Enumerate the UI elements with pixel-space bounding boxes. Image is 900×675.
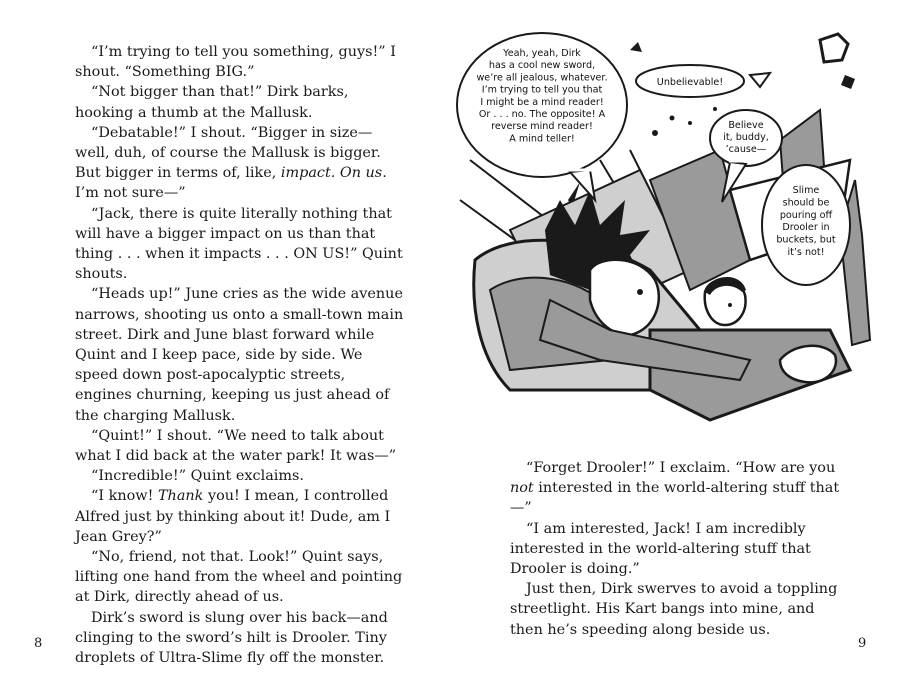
page-number-right: 9	[858, 636, 867, 651]
paragraph	[75, 486, 405, 547]
paragraph	[75, 204, 405, 285]
italic-text: not	[510, 480, 534, 497]
bubble-line: pouring off	[779, 209, 833, 221]
bubble-line: it, buddy,	[723, 132, 769, 143]
page-number-left: 8	[34, 636, 43, 651]
right-text-column	[510, 458, 850, 640]
bubble-line: Yeah, yeah, Dirk	[503, 48, 581, 59]
text-run: “Heads up!” June cries as the wide avenue narrows, shooting us onto a small-town main street. Dirk and June blast forward while Quint and I keep pace, side by side. We speed down post-apocalyptic streets, engines churning, keeping us just ahead of the charging Mallusk.	[75, 286, 404, 424]
text-run: interested in the world-altering stuff that—”	[510, 480, 840, 517]
paragraph	[75, 123, 405, 204]
paragraph	[75, 284, 405, 425]
bubble-line: we’re all jealous, whatever.	[476, 72, 608, 84]
text-run: “Not bigger than that!” Dirk barks, hooking a thumb at the Mallusk.	[75, 84, 349, 121]
text-run: “Debatable!” I shout. “Bigger in size—well, duh, of course the Mallusk is bigger. But bigger in terms of, like,	[75, 124, 381, 182]
gripping-hand	[780, 346, 836, 383]
bubble-line: I’m trying to tell you that	[481, 84, 603, 96]
bubble-line: A mind teller!	[509, 133, 575, 145]
text-run: “Quint!” I shout. “We need to talk about what I did back at the water park! It was—”	[75, 427, 397, 465]
text-run: Dirk’s sword is slung over his back—and clinging to the sword’s hilt is Drooler. Tiny droplets of Ultra-Slime fly off the monster.	[75, 609, 388, 667]
speech-bubble-slime	[762, 165, 850, 285]
paragraph	[75, 426, 405, 466]
bubble-line: I might be a mind reader!	[480, 96, 604, 108]
speech-bubble-jack	[457, 33, 627, 200]
bubble-line: has a cool new sword,	[488, 60, 596, 72]
bubble-line: Believe	[728, 120, 764, 131]
text-run: Just then, Dirk swerves to avoid a toppling streetlight. His Kart bangs into mine, and then he’s speeding along beside us.	[510, 581, 838, 638]
bubble-line: ’cause—	[725, 144, 767, 155]
bubble-line: Unbelievable!	[656, 77, 724, 88]
text-run: “I’m trying to tell you something, guys!” I shout. “Something BIG.”	[75, 44, 396, 81]
italic-text: impact. On us	[280, 165, 383, 182]
bubble-line: should be	[782, 197, 830, 209]
bubble-line: reverse mind reader!	[491, 121, 593, 133]
paragraph	[510, 519, 850, 580]
paragraph	[510, 458, 850, 519]
paragraph	[510, 579, 850, 640]
bubble-line: Slime	[792, 185, 820, 196]
text-run: “Incredible!” Quint exclaims.	[91, 468, 304, 485]
comic-illustration	[450, 30, 900, 450]
text-run: “Forget Drooler!” I exclaim. “How are you	[526, 460, 836, 476]
bubble-line: it’s not!	[787, 247, 825, 258]
bubble-line: Or . . . no. The opposite! A	[478, 109, 606, 120]
quint-character	[705, 277, 746, 325]
italic-text: Thank	[157, 488, 204, 505]
svg-text:Unbelievable!	[657, 77, 723, 88]
text-run: you! I mean, I controlled Alfred just by thinking about it! Dude, am I Jean Grey?”	[75, 488, 391, 545]
text-run: “No, friend, not that. Look!” Quint says, lifting one hand from the wheel and pointing at Dirk, directly ahead of us.	[75, 549, 403, 606]
left-text-column	[75, 42, 405, 668]
svg-text:Believeit, buddy,’cause—	[723, 120, 769, 155]
text-run: “I know!	[91, 488, 158, 505]
speech-bubble-unbelievable	[636, 65, 744, 97]
paragraph	[75, 547, 405, 608]
paragraph	[75, 82, 405, 122]
bubble-line: buckets, but	[776, 234, 836, 246]
bubble-line: Drooler in	[782, 222, 830, 234]
paragraph	[75, 608, 405, 669]
text-run: . I’m not sure—”	[75, 165, 387, 202]
paragraph	[75, 42, 405, 82]
right-page	[450, 0, 900, 675]
paragraph	[75, 466, 405, 486]
text-run: “I am interested, Jack! I am incredibly interested in the world-altering stuff that Drooler is doing.”	[510, 520, 811, 578]
svg-text:Yeah, yeah, Dirkhas a cool new	[476, 48, 607, 144]
text-run: “Jack, there is quite literally nothing that will have a bigger impact on us than that thing . . . when it impacts . . . ON US!” Quint shouts.	[75, 205, 403, 283]
